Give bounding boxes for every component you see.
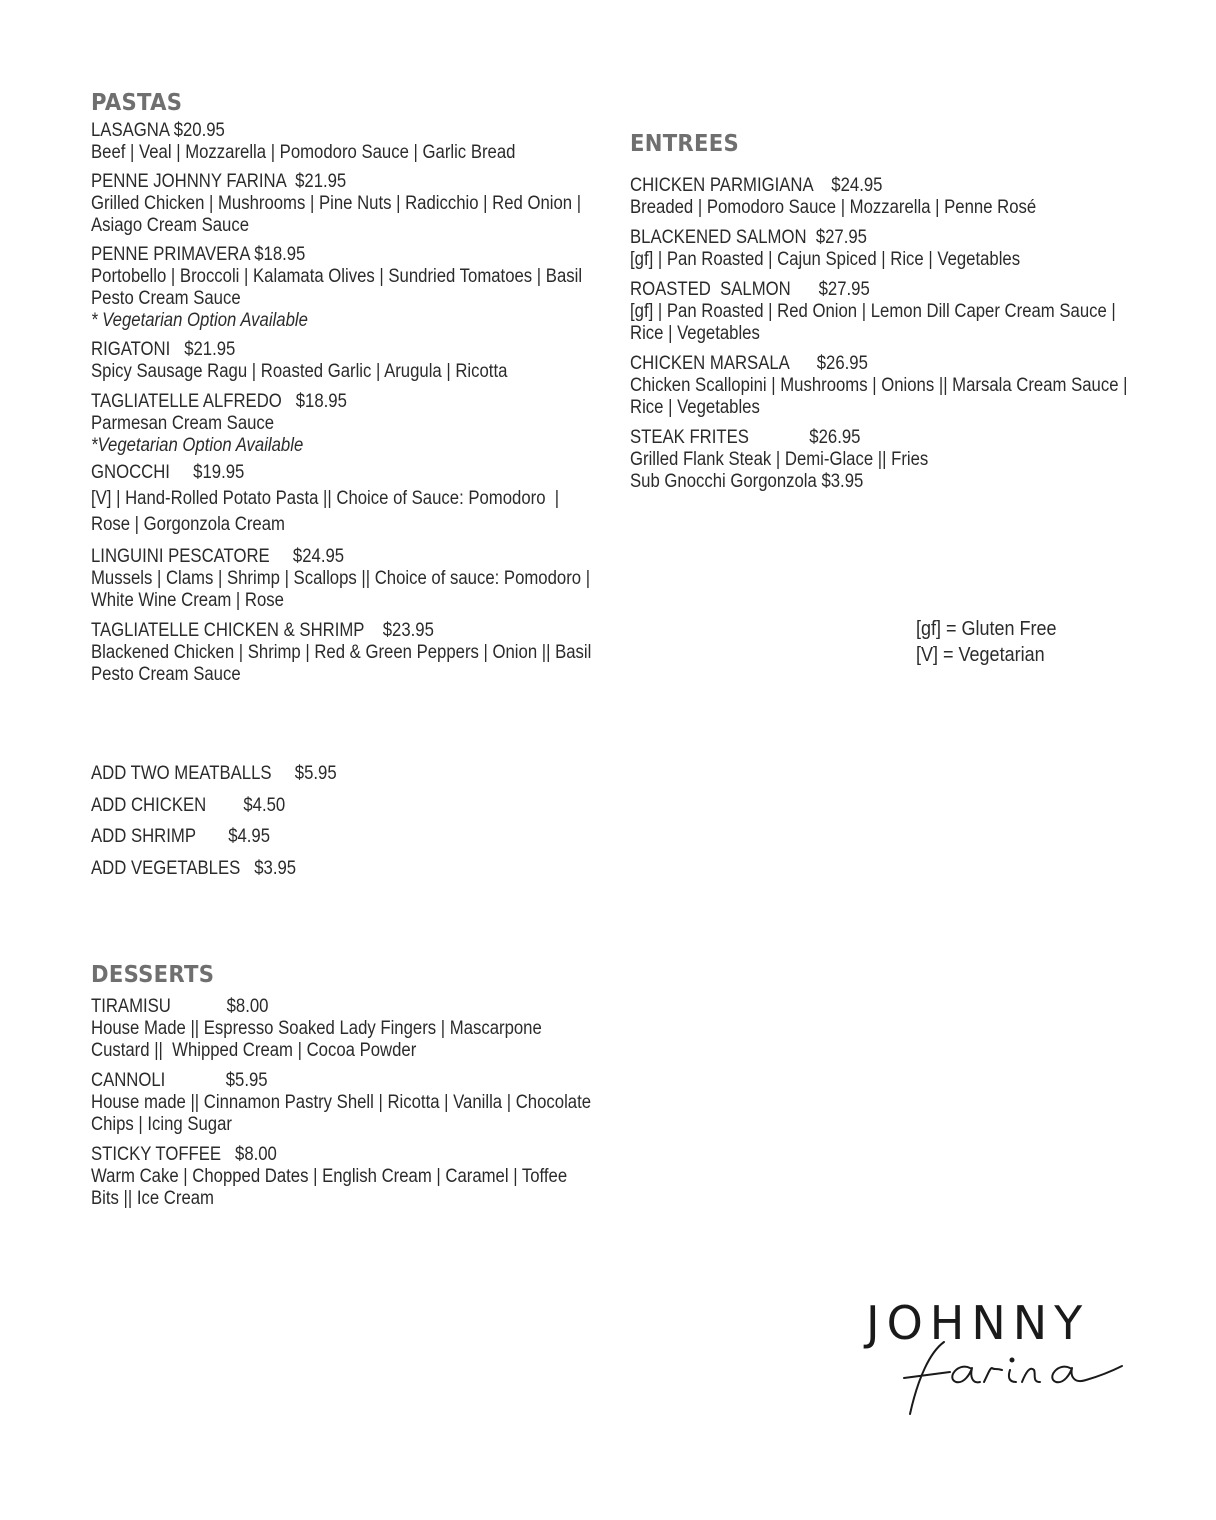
item-description: Chicken Scallopini | Mushrooms | Onions || Marsala Cream Sauce | [630,375,1128,396]
item-description: Blackened Chicken | Shrimp | Red & Green Peppers | Onion || Basil [91,642,592,663]
desserts-section [91,962,611,1210]
entrees-section [630,131,1170,493]
item-description: Portobello | Broccoli | Kalamata Olives | Sundried Tomatoes | Basil [91,266,583,287]
menu-item-gnocchi [91,462,611,536]
addon-item: ADD CHICKEN $4.50 [91,794,286,816]
item-title: STEAK FRITES $26.95 [630,427,861,448]
item-description: White Wine Cream | Rose [91,590,284,611]
addon-item: ADD TWO MEATBALLS $5.95 [91,763,337,784]
item-description: Rice | Vegetables [630,323,760,344]
item-note: *Vegetarian Option Available [91,435,304,456]
menu-item-lasagna [91,120,611,164]
item-description: Grilled Flank Steak | Demi-Glace || Fries [630,449,929,470]
item-description: House Made || Espresso Soaked Lady Fingers | Mascarpone [91,1018,542,1039]
entrees-heading: ENTREES [630,131,739,157]
menu-item-roasted-salmon [630,279,1170,345]
item-title: TAGLIATELLE ALFREDO $18.95 [91,391,347,412]
desserts-heading: DESSERTS [91,962,215,988]
item-title: RIGATONI $21.95 [91,339,236,360]
item-description: Grilled Chicken | Mushrooms | Pine Nuts | Radicchio | Red Onion | [91,193,582,214]
item-description: Rice | Vegetables [630,397,760,418]
item-title: TAGLIATELLE CHICKEN & SHRIMP $23.95 [91,620,434,641]
menu-item-tiramisu [91,996,611,1062]
menu-item-rigatoni [91,339,611,383]
item-title: ROASTED SALMON $27.95 [630,279,870,300]
item-description: Sub Gnocchi Gorgonzola $3.95 [630,471,864,492]
item-description: Chips | Icing Sugar [91,1114,232,1135]
menu-item-chicken-marsala [630,353,1170,419]
item-description: [gf] | Pan Roasted | Cajun Spiced | Rice | Vegetables [630,249,1021,270]
item-description: Custard || Whipped Cream | Cocoa Powder [91,1040,417,1061]
legend-vegetarian: [V] = Vegetarian [916,644,1045,666]
item-note: * Vegetarian Option Available [91,310,308,331]
item-title: TIRAMISU $8.00 [91,996,269,1017]
item-title: GNOCCHI $19.95 [91,462,245,483]
item-description: Breaded | Pomodoro Sauce | Mozzarella | Penne Rosé [630,197,1037,218]
item-description: Pesto Cream Sauce [91,288,241,309]
item-title: PENNE PRIMAVERA $18.95 [91,244,306,265]
menu-item-tagliatelle-alfredo [91,391,611,457]
menu-item-cannoli [91,1070,611,1136]
item-title: PENNE JOHNNY FARINA $21.95 [91,171,347,192]
item-description: Spicy Sausage Ragu | Roasted Garlic | Arugula | Ricotta [91,361,508,382]
item-title: LASAGNA $20.95 [91,120,225,141]
item-title: CANNOLI $5.95 [91,1070,268,1091]
item-title: CHICKEN MARSALA $26.95 [630,353,868,374]
item-description: Asiago Cream Sauce [91,215,250,236]
addon-item: ADD SHRIMP $4.95 [91,826,271,847]
item-description: House made || Cinnamon Pastry Shell | Ricotta | Vanilla | Chocolate [91,1092,592,1113]
pastas-heading: PASTAS [91,90,183,116]
legend-gluten-free: [gf] = Gluten Free [916,618,1057,640]
menu-item-steak-frites [630,427,1170,493]
item-description: [V] | Hand-Rolled Potato Pasta || Choice of Sauce: Pomodoro | [91,488,560,509]
pastas-section [91,90,611,686]
item-description: Bits || Ice Cream [91,1188,214,1209]
logo-wordmark: JOHNNY [866,1296,1090,1350]
menu-item-penne-primavera [91,244,611,332]
item-title: LINGUINI PESCATORE $24.95 [91,546,345,567]
menu-item-tagliatelle-chicken-shrimp [91,620,611,686]
item-description: Mussels | Clams | Shrimp | Scallops || Choice of sauce: Pomodoro | [91,568,591,589]
item-title: STICKY TOFFEE $8.00 [91,1144,277,1165]
menu-item-blackened-salmon [630,227,1170,271]
logo-script-farina [900,1338,1130,1418]
menu-item-penne-johnny-farina [91,171,611,237]
menu-item-linguini-pescatore [91,546,611,612]
menu-item-chicken-parmigiana [630,175,1170,219]
item-description: Beef | Veal | Mozzarella | Pomodoro Sauce | Garlic Bread [91,142,516,163]
item-description: Rose | Gorgonzola Cream [91,514,285,535]
item-title: CHICKEN PARMIGIANA $24.95 [630,175,883,196]
item-description: Parmesan Cream Sauce [91,413,275,434]
addon-item: ADD VEGETABLES $3.95 [91,857,297,879]
item-description: Warm Cake | Chopped Dates | English Cream | Caramel | Toffee [91,1166,568,1187]
addons-section [91,758,491,884]
item-description: [gf] | Pan Roasted | Red Onion | Lemon Dill Caper Cream Sauce | [630,301,1116,322]
item-title: BLACKENED SALMON $27.95 [630,227,867,248]
menu-item-sticky-toffee [91,1144,611,1210]
item-description: Pesto Cream Sauce [91,664,241,685]
dietary-legend [916,616,1166,668]
